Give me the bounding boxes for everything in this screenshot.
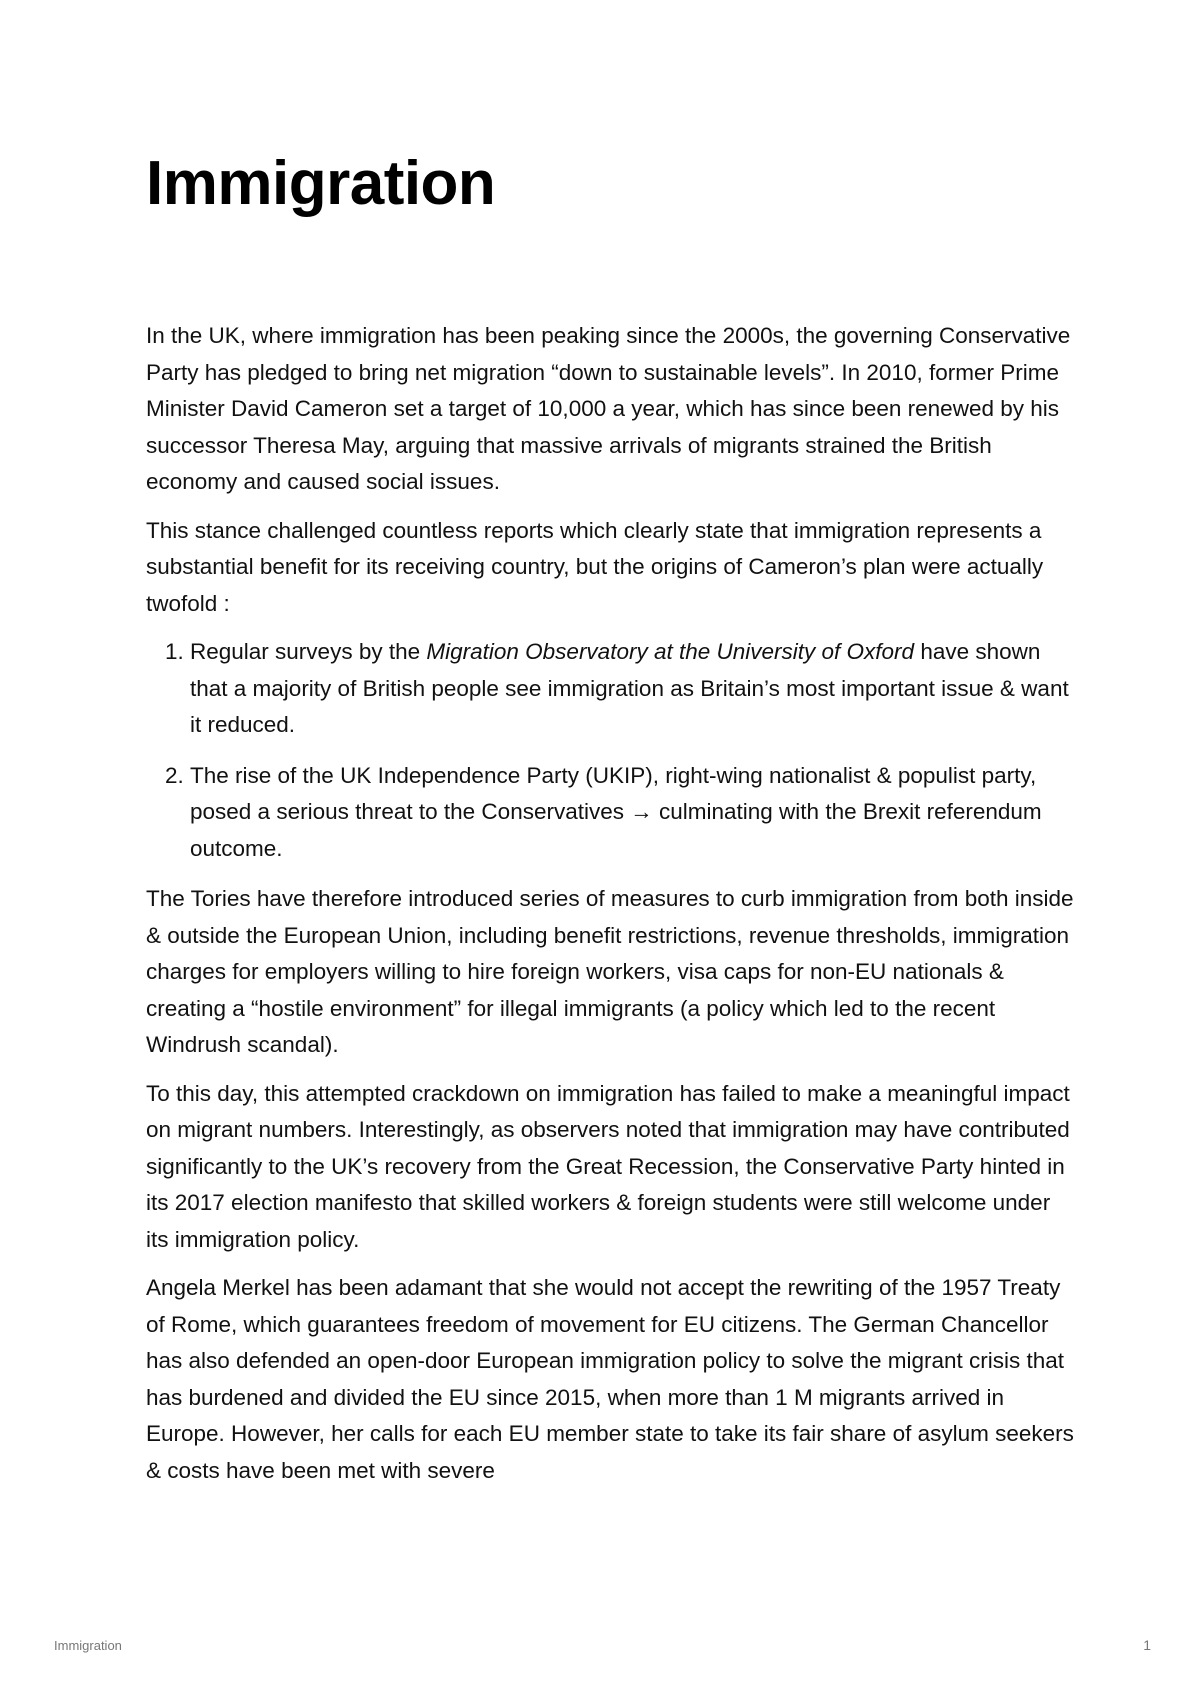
list-item (190, 634, 1076, 744)
list-item-text: The rise of the UK Independence Party (UKIP), right-wing nationalist & populist party, posed a serious threat to the Conservatives → culminating with the Brexit referendum outcome. (190, 762, 1042, 861)
document-body (146, 318, 1076, 1501)
paragraph: Angela Merkel has been adamant that she would not accept the rewriting of the 1957 Treaty of Rome, which guarantees freedom of movement for EU citizens. The German Chancellor has also defended an open-door European immigration policy to solve the migrant crisis that has burdened and divided the EU since 2015, when more than 1 M migrants arrived in Europe. However, her calls for each EU member state to take its fair share of asylum seekers & costs have been met with severe (146, 1275, 1074, 1483)
list-item-emphasis: Migration Observatory at the University of Oxford (426, 639, 915, 664)
footer-title: Immigration (54, 1638, 122, 1653)
page-title: Immigration (146, 149, 496, 218)
paragraph: The Tories have therefore introduced series of measures to curb immigration from both inside & outside the European Union, including benefit restrictions, revenue thresholds, immigration charges for employers willing to hire foreign workers, visa caps for non-EU nationals & creating a “hostile environment” for illegal immigrants (a policy which led to the recent Windrush scandal). (146, 886, 1074, 1057)
numbered-list (146, 634, 1076, 867)
paragraph: This stance challenged countless reports which clearly state that immigration represents a substantial benefit for its receiving country, but the origins of Cameron’s plan were actually twofold : (146, 517, 1044, 616)
list-item (190, 758, 1076, 868)
list-item-text: have shown that a majority of British people see immigration as Britain’s most important issue & want it reduced. (190, 639, 1069, 737)
page-number: 1 (1143, 1637, 1151, 1653)
paragraph: To this day, this attempted crackdown on immigration has failed to make a meaningful impact on migrant numbers. Interestingly, as observers noted that immigration may have contributed significantly to the UK’s recovery from the Great Recession, the Conservative Party hinted in its 2017 election manifesto that skilled workers & foreign students were still welcome under its immigration policy. (146, 1080, 1070, 1252)
paragraph: In the UK, where immigration has been peaking since the 2000s, the governing Conservative Party has pledged to bring net migration “down to sustainable levels”. In 2010, former Prime Minister David Cameron set a target of 10,000 a year, which has since been renewed by his successor Theresa May, arguing that massive arrivals of migrants strained the British economy and caused social issues. (146, 323, 1071, 494)
list-item-text: Regular surveys by the (190, 639, 427, 664)
